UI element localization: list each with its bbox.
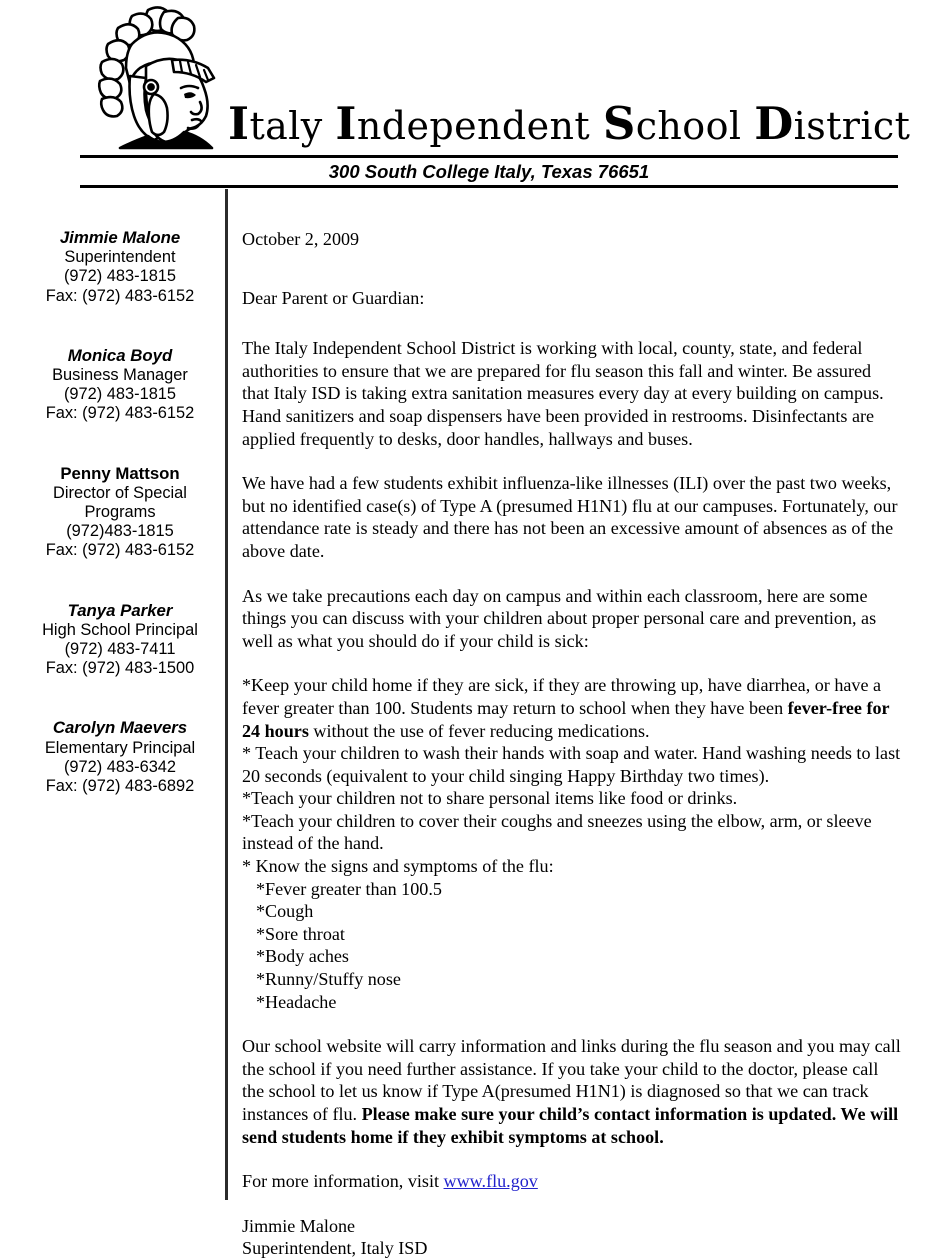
- contact-phone: (972) 483-1815: [63, 385, 177, 404]
- header-rule-bottom: [80, 185, 898, 188]
- contact-title: Business Manager: [52, 366, 188, 385]
- contact-phone: (972)483-1815: [66, 522, 174, 541]
- symptom-item: *Body aches: [256, 946, 349, 967]
- paragraph-4-normal: Our school website will carry information and links during the flu season and you may call the school if you need further assistance. If you take your child to the doctor, please call the school to let us know if Type A(presumed H1N1) is diagnosed so that we can track instances of flu.: [242, 1036, 901, 1124]
- contact-phone: (972) 483-6342: [63, 757, 177, 776]
- tip-item-4: *Teach your children to cover their coughs and sneezes using the elbow, arm, or sleeve instead of the hand.: [242, 810, 872, 854]
- page-title: [228, 97, 911, 152]
- signature-name: Jimmie Malone: [242, 1215, 356, 1236]
- prevention-tips-list: [242, 674, 902, 1013]
- contact-name: Jimmie Malone: [59, 228, 181, 247]
- letter-body: [242, 228, 902, 1260]
- letterhead: [0, 0, 937, 190]
- contact-title: Director of Special: [53, 483, 187, 502]
- tip-item-2: * Teach your children to wash their hands with soap and water. Hand washing needs to last 20 seconds (equivalent to your child singing Happy Birthday two times).: [242, 743, 901, 786]
- title-word-1: Italy: [228, 97, 323, 150]
- title-word-4: District: [754, 97, 911, 150]
- contact-phone: (972) 483-1815: [63, 267, 177, 286]
- letter-paragraph-4: [242, 1035, 902, 1148]
- signature-title: Superintendent, Italy ISD: [242, 1238, 428, 1259]
- more-info-prefix: For more information, visit: [242, 1171, 444, 1192]
- column-divider: [225, 189, 228, 1200]
- contact-block: [22, 718, 218, 796]
- contact-title: Elementary Principal: [44, 738, 196, 757]
- symptom-item: *Cough: [256, 901, 314, 922]
- signature-block: [242, 1215, 902, 1260]
- tip-item-3: *Teach your children not to share personal items like food or drinks.: [242, 788, 738, 809]
- contact-name: Penny Mattson: [60, 463, 180, 483]
- trojan-helmet-warrior-icon: [88, 2, 220, 150]
- contact-fax: Fax: (972) 483-6152: [45, 286, 195, 305]
- contact-block: [22, 346, 218, 424]
- header-rule-top: [80, 155, 898, 158]
- contact-name: Tanya Parker: [67, 600, 173, 620]
- contact-fax: Fax: (972) 483-6152: [45, 541, 195, 560]
- contact-block: [22, 601, 218, 679]
- title-word-2: Independent: [335, 97, 591, 150]
- contacts-sidebar: [22, 228, 218, 836]
- contact-name: Monica Boyd: [67, 345, 173, 365]
- contact-name: Carolyn Maevers: [52, 718, 188, 738]
- tip-item-5: * Know the signs and symptoms of the flu:: [242, 856, 554, 877]
- title-word-3: School: [602, 97, 742, 150]
- tip-1-text-after: without the use of fever reducing medications.: [308, 720, 650, 741]
- letter-paragraph-3: As we take precautions each day on campus and within each classroom, here are some things you can discuss with your children about proper personal care and prevention, as well as what you should do if your child is sick:: [242, 585, 877, 651]
- contact-fax: Fax: (972) 483-6152: [45, 404, 195, 423]
- letter-paragraph-1: The Italy Independent School District is working with local, county, state, and federal authorities to ensure that we are prepared for flu season this fall and winter. Be assured that Italy ISD is taking extra sanitation measures every day at every building on campus. Hand sanitizers and soap dispensers have been provided in restrooms. Disinfectants are applied frequently to desks, door handles, hallways and buses.: [242, 338, 884, 449]
- contact-fax: Fax: (972) 483-1500: [45, 659, 195, 678]
- contact-title: Superintendent: [64, 248, 176, 267]
- letter-salutation: Dear Parent or Guardian:: [242, 287, 425, 308]
- tip-1-text-before: *Keep your child home if they are sick, if they are throwing up, have diarrhea, or have a fever greater than 100. Students may return to school when they have been: [242, 675, 882, 718]
- contact-phone: (972) 483-7411: [64, 640, 176, 659]
- symptom-item: *Runny/Stuffy nose: [256, 969, 401, 990]
- tip-item-1: [242, 674, 902, 742]
- symptom-item: *Sore throat: [256, 923, 345, 944]
- symptom-item: *Fever greater than 100.5: [256, 878, 442, 899]
- address-line: 300 South College Italy, Texas 76651: [328, 161, 650, 182]
- symptom-item: *Headache: [256, 991, 337, 1012]
- contact-block: [22, 228, 218, 306]
- flu-gov-link[interactable]: www.flu.gov: [443, 1171, 538, 1192]
- letter-date: October 2, 2009: [242, 229, 360, 249]
- contact-title: High School Principal: [42, 620, 198, 639]
- tip-1-emphasis: fever-free for 24 hours: [242, 697, 890, 741]
- more-information-line: [242, 1170, 902, 1193]
- contact-title-cont: Programs: [84, 503, 156, 522]
- contact-block: [22, 464, 218, 561]
- contact-fax: Fax: (972) 483-6892: [45, 777, 195, 796]
- letter-paragraph-2: We have had a few students exhibit influenza-like illnesses (ILI) over the past two weeks, but no identified case(s) of Type A (presumed H1N1) flu at our campuses. Fortunately, our attendance rate is steady and there has not been an excessive amount of absences as of the above date.: [242, 473, 898, 561]
- paragraph-4-emphasis: Please make sure your child’s contact information is updated. We will send students home if they exhibit symptoms at school.: [242, 1104, 899, 1147]
